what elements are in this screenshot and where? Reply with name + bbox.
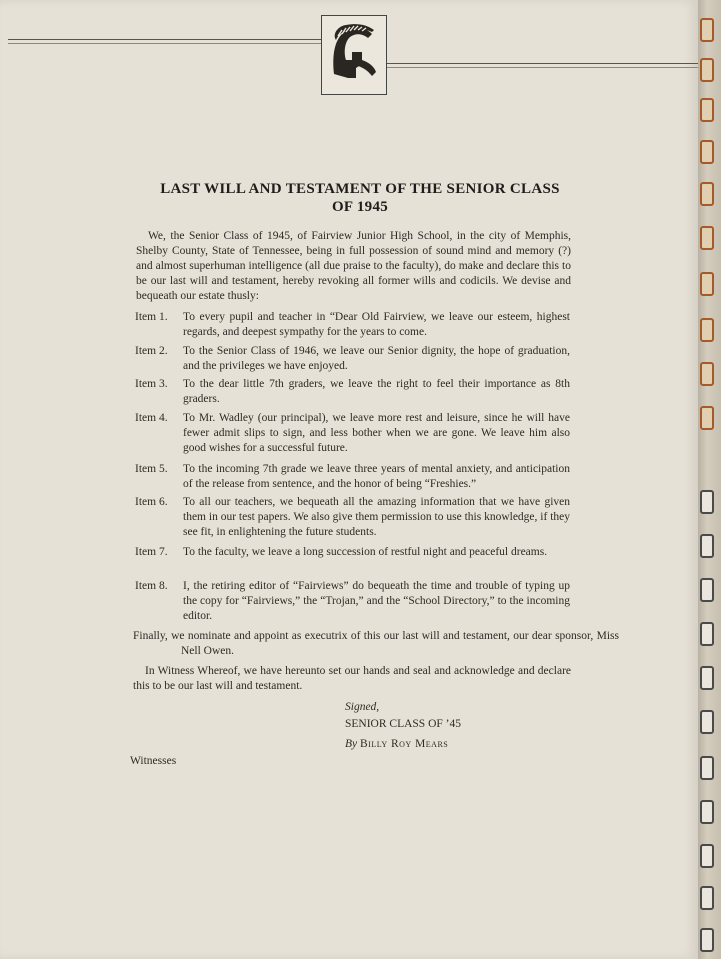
- will-item: [135, 495, 570, 540]
- item-text: To the faculty, we leave a long succession of restful night and peaceful dreams.: [183, 546, 548, 558]
- binder-ring: [700, 318, 714, 342]
- binder-ring: [700, 58, 714, 82]
- item-label: Item 1.: [135, 311, 168, 323]
- signature-by-line: [345, 737, 448, 752]
- title-line-1: LAST WILL AND TESTAMENT OF THE SENIOR CLASS: [160, 181, 560, 197]
- binder-ring: [700, 710, 714, 734]
- binder-ring: [700, 622, 714, 646]
- item-text: I, the retiring editor of “Fairviews” do bequeath the time and trouble of typing up the copy for “Fairviews,” the “Trojan,” and the “School Directory,” to the incoming editor.: [183, 580, 570, 622]
- header-rule-right-2: [385, 67, 698, 68]
- binder-ring: [700, 844, 714, 868]
- binder-ring: [700, 490, 714, 514]
- signer-name: Billy Roy Mears: [360, 738, 449, 750]
- item-text: To the incoming 7th grade we leave three years of mental anxiety, and anticipation of the release from sentence, and the honor of being “Freshies.”: [183, 463, 570, 490]
- will-item: [135, 462, 570, 492]
- binder-ring: [700, 406, 714, 430]
- binder-ring: [700, 140, 714, 164]
- binder-ring: [700, 98, 714, 122]
- document-title: [90, 180, 630, 216]
- item-text: To the Senior Class of 1946, we leave our Senior dignity, the hope of graduation, and the privileges we have enjoyed.: [183, 345, 570, 372]
- item-text: To all our teachers, we bequeath all the amazing information that we have given them in our test papers. We also give them permission to use this knowledge, if they see fit, in enlightening the future students.: [183, 496, 570, 538]
- binder-ring: [700, 928, 714, 952]
- binder-ring: [700, 272, 714, 296]
- item-text: To Mr. Wadley (our principal), we leave more rest and leisure, since he will have fewer admit slips to sign, and less bother when we are gone. We leave him also good wishes for a successful future.: [183, 412, 570, 454]
- binder-ring: [700, 226, 714, 250]
- binder-ring: [700, 886, 714, 910]
- item-text: To every pupil and teacher in “Dear Old Fairview, we leave our esteem, highest regards, and deepest sympathy for the years to come.: [183, 311, 570, 338]
- binder-ring: [700, 756, 714, 780]
- item-text: To the dear little 7th graders, we leave the right to feel their importance as 8th graders.: [183, 378, 570, 405]
- header-rule-left-2: [8, 43, 321, 44]
- item-label: Item 5.: [135, 463, 168, 475]
- binder-ring: [700, 182, 714, 206]
- header-rule-left: [8, 39, 321, 40]
- binder-ring: [700, 666, 714, 690]
- header-rule-right: [385, 63, 698, 64]
- item-label: Item 6.: [135, 496, 168, 508]
- will-item: [135, 545, 570, 560]
- will-item: [135, 310, 570, 340]
- will-item: [135, 411, 570, 456]
- item-label: Item 7.: [135, 546, 168, 558]
- spartan-helmet-icon: [321, 15, 387, 95]
- item-label: Item 4.: [135, 412, 168, 424]
- item-label: Item 2.: [135, 345, 168, 357]
- finally-paragraph: Finally, we nominate and appoint as executrix of this our last will and testament, our dear sponsor, Miss Nell Owen.: [133, 630, 619, 657]
- binder-ring: [700, 800, 714, 824]
- will-item: [135, 377, 570, 407]
- will-item: [135, 344, 570, 374]
- signed-label: Signed,: [345, 701, 380, 713]
- binder-ring: [700, 534, 714, 558]
- signature-class: SENIOR CLASS OF ’45: [345, 718, 461, 730]
- title-line-2: OF 1945: [331, 199, 389, 215]
- binder-ring: [700, 18, 714, 42]
- witnesses-label: Witnesses: [130, 755, 177, 767]
- witness-clause: In Witness Whereof, we have hereunto set our hands and seal and acknowledge and declare this to be our last will and testament.: [133, 665, 571, 692]
- binder-ring: [700, 578, 714, 602]
- binder-ring: [700, 362, 714, 386]
- intro-paragraph: We, the Senior Class of 1945, of Fairview Junior High School, in the city of Memphis, Shelby County, State of Tennessee, being in full possession of sound mind and memory (?) and almost superhuman intelligence (all due praise to the faculty), do make and declare this to be our last will and testament, hereby revoking all former wills and codicils. We devise and bequeath our estate thusly:: [136, 230, 571, 302]
- will-item: [135, 579, 570, 624]
- by-label: By: [345, 738, 358, 750]
- item-label: Item 8.: [135, 580, 168, 592]
- item-label: Item 3.: [135, 378, 168, 390]
